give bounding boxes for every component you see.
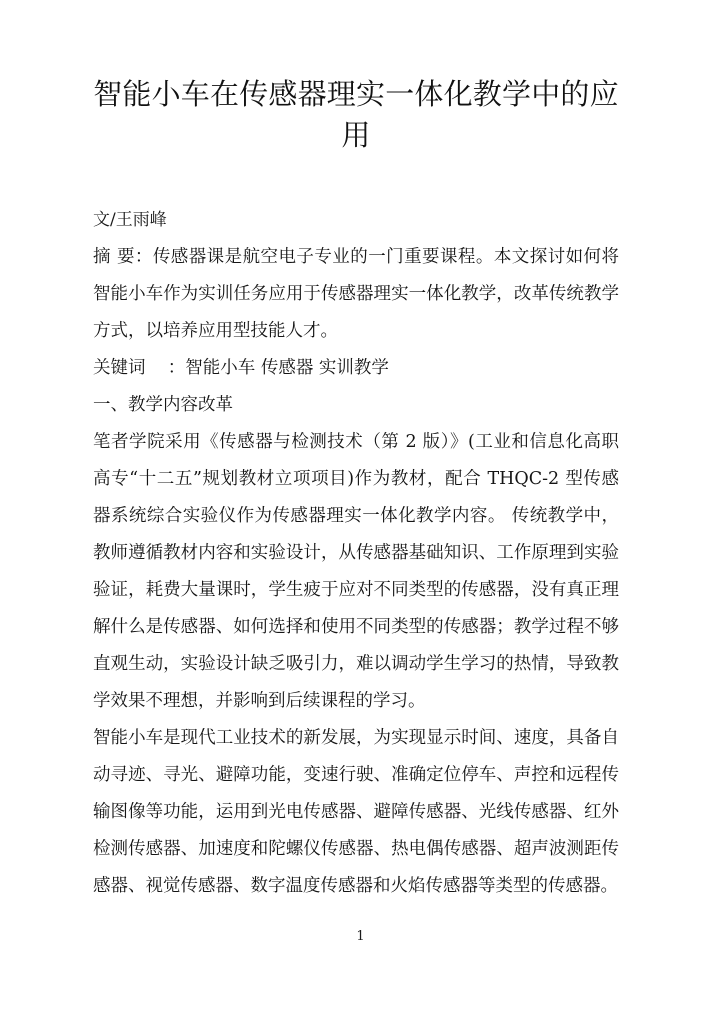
- document-content: [93, 0, 619, 905]
- page-number: 1: [356, 929, 365, 944]
- keywords-line: 关键词 ：智能小车 传感器 实训教学: [93, 358, 389, 378]
- body-paragraph-2: 智能小车是现代工业技术的新发展，为实现显示时间、速度，具备自动寻迹、寻光、避障功能，变速行驶、准确定位停车、声控和远程传输图像等功能，运用到光电传感器、避障传感器、光线传感器、红外检测传感器、加速度和陀螺仪传感器、热电偶传感器、超声波测距传感器、视觉传感器、数字温度传感器和火焰传感器等类型的传感器。: [93, 728, 619, 896]
- body-paragraph-1: 笔者学院采用《传感器与检测技术（第 2 版）》(工业和信息化高职高专“十二五”规划教材立项项目)作为教材，配合 THQC-2 型传感器系统综合实验仪作为传感器理实一体化教学内容。 传统教学中，教师遵循教材内容和实验设计，从传感器基础知识、工作原理到实验验证，耗费大量课时，学生疲于应对不同类型的传感器，没有真正理解什么是传感器、如何选择和使用不同类型的传感器；教学过程不够直观生动，实验设计缺乏吸引力，难以调动学生学习的热情，导致教学效果不理想，并影响到后续课程的学习。: [93, 432, 619, 711]
- section-heading-1: 一、教学内容改革: [93, 395, 233, 415]
- abstract-paragraph: 摘 要：传感器课是航空电子专业的一门重要课程。本文探讨如何将智能小车作为实训任务应用于传感器理实一体化教学，改革传统教学方式，以培养应用型技能人才。: [93, 247, 619, 341]
- page-title: 智能小车在传感器理实一体化教学中的应用: [93, 77, 619, 152]
- author-byline: 文/王雨峰: [93, 210, 167, 230]
